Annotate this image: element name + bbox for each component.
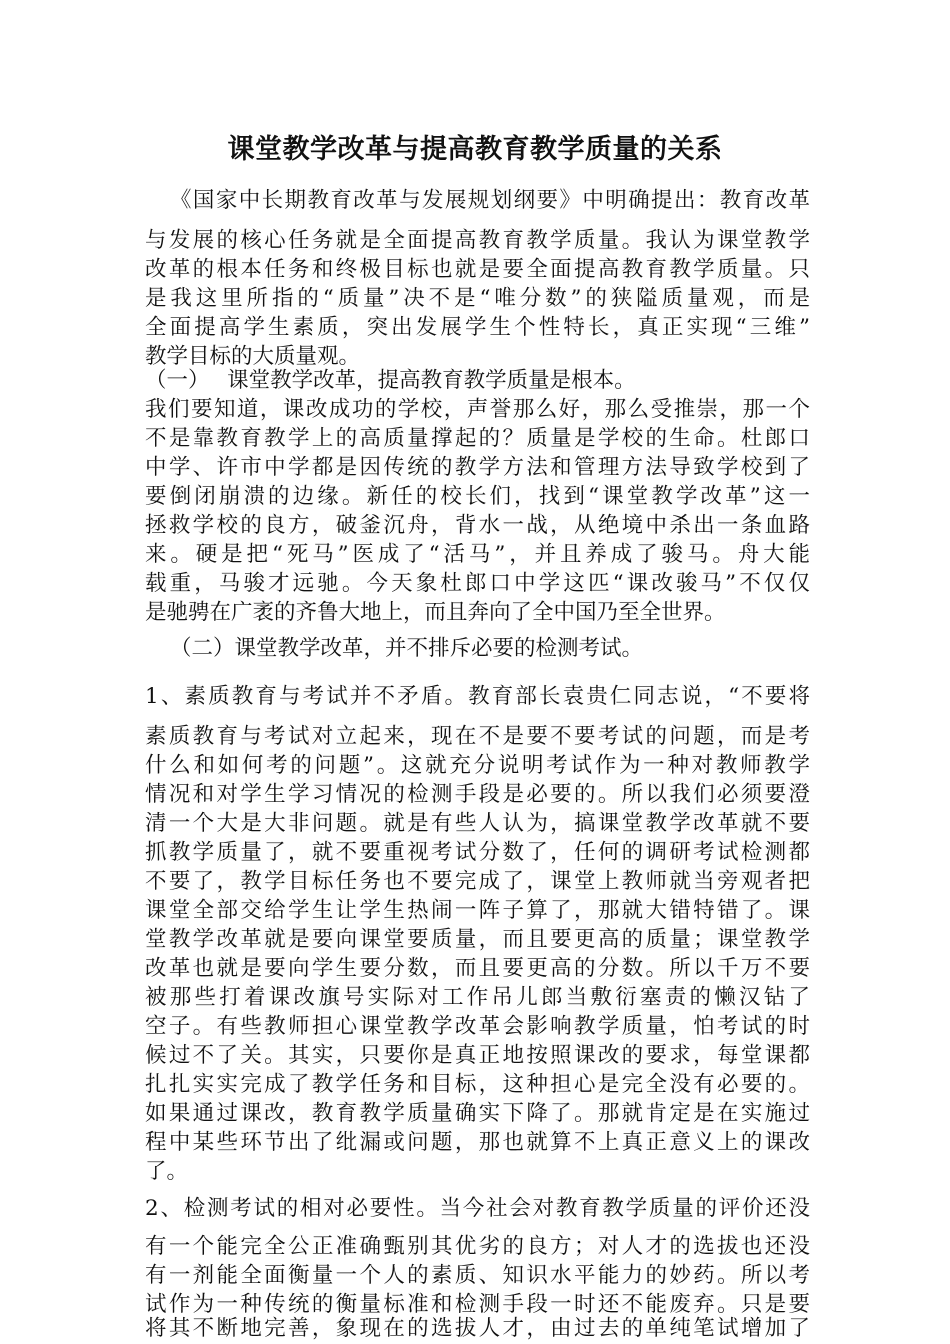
paragraph-line: 如果通过课改，教育教学质量确实下降了。那就肯定是在实施过 [145, 1101, 810, 1126]
paragraph-line: 有一剂能全面衡量一个人的素质、知识水平能力的妙药。所以考 [145, 1263, 810, 1288]
paragraph-line: 堂教学改革就是要向课堂要质量，而且要更高的质量；课堂教学 [145, 927, 810, 952]
paragraph-line: 情况和对学生学习情况的检测手段是必要的。所以我们必须要澄 [145, 782, 810, 807]
paragraph-line: 与发展的核心任务就是全面提高教育教学质量。我认为课堂教学 [145, 228, 810, 253]
paragraph-line: 素质教育与考试对立起来，现在不是要不要考试的问题，而是考 [145, 724, 810, 749]
paragraph-line: 是驰骋在广袤的齐鲁大地上，而且奔向了全中国乃至全世界。 [145, 600, 726, 625]
paragraph-line: 1、素质教育与考试并不矛盾。教育部长袁贵仁同志说，“不要将 [145, 684, 810, 709]
paragraph-line: 不要了，教学目标任务也不要完成了，课堂上教师就当旁观者把 [145, 869, 810, 894]
paragraph-line: 被那些打着课改旗号实际对工作吊儿郎当敷衍塞责的懒汉钻了 [145, 985, 810, 1010]
paragraph-line: 我们要知道，课改成功的学校，声誉那么好，那么受推崇，那一个 [145, 397, 810, 422]
paragraph-line: 了。 [145, 1159, 189, 1184]
paragraph-line: 载重，马骏才远驰。今天象杜郎口中学这匹“课改骏马”不仅仅 [145, 571, 810, 596]
paragraph-line: 是我这里所指的“质量”决不是“唯分数”的狭隘质量观，而是 [145, 286, 810, 311]
section-heading: （二）课堂教学改革，并不排斥必要的检测考试。 [170, 636, 644, 661]
paragraph-line: 教学目标的大质量观。 [145, 344, 361, 369]
document-title: 课堂教学改革与提高教育教学质量的关系 [227, 134, 723, 165]
paragraph-line: 抓教学质量了，就不要重视考试分数了，任何的调研考试检测都 [145, 840, 810, 865]
paragraph-line: 候过不了关。其实，只要你是真正地按照课改的要求，每堂课都 [145, 1043, 810, 1068]
paragraph-line: 什么和如何考的问题”。这就充分说明考试作为一种对教师教学 [145, 753, 810, 778]
paragraph-line: 空子。有些教师担心课堂教学改革会影响教学质量，怕考试的时 [145, 1014, 810, 1039]
paragraph-line: 试作为一种传统的衡量标准和检测手段一时还不能废弃。只是要 [145, 1292, 810, 1317]
paragraph-line: 扎扎实实完成了教学任务和目标，这种担心是完全没有必要的。 [145, 1072, 810, 1097]
paragraph-line: 要倒闭崩溃的边缘。新任的校长们，找到“课堂教学改革”这一 [145, 484, 810, 509]
paragraph-line: 清一个大是大非问题。就是有些人认为，搞课堂教学改革就不要 [145, 811, 810, 836]
paragraph-line: 改革的根本任务和终极目标也就是要全面提高教育教学质量。只 [145, 257, 810, 282]
paragraph-line: 2、检测考试的相对必要性。当今社会对教育教学质量的评价还没 [145, 1196, 810, 1221]
paragraph-line: 课堂全部交给学生让学生热闹一阵子算了，那就大错特错了。课 [145, 898, 810, 923]
paragraph-line: 拯救学校的良方，破釜沉舟，背水一战，从绝境中杀出一条血路 [145, 513, 810, 538]
section-heading: （一） 课堂教学改革，提高教育教学质量是根本。 [145, 368, 636, 393]
paragraph-line: 全面提高学生素质，突出发展学生个性特长，真正实现“三维” [145, 315, 810, 340]
paragraph-line: 程中某些环节出了纰漏或问题，那也就算不上真正意义上的课改 [145, 1130, 810, 1155]
paragraph-line: 改革也就是要向学生要分数，而且要更高的分数。所以千万不要 [145, 956, 810, 981]
paragraph-line: 不是靠教育教学上的高质量撑起的？质量是学校的生命。杜郎口 [145, 426, 810, 451]
paragraph-line: 来。硬是把“死马”医成了“活马”，并且养成了骏马。舟大能 [145, 542, 810, 567]
paragraph-line: 将其不断地完善，象现在的选拔人才，由过去的单纯笔试增加了 [145, 1316, 810, 1341]
paragraph-line: 《国家中长期教育改革与发展规划纲要》中明确提出：教育改革 [170, 188, 810, 213]
paragraph-line: 中学、许市中学都是因传统的教学方法和管理方法导致学校到了 [145, 455, 810, 480]
paragraph-line: 有一个能完全公正准确甄别其优劣的良方；对人才的选拔也还没 [145, 1234, 810, 1259]
